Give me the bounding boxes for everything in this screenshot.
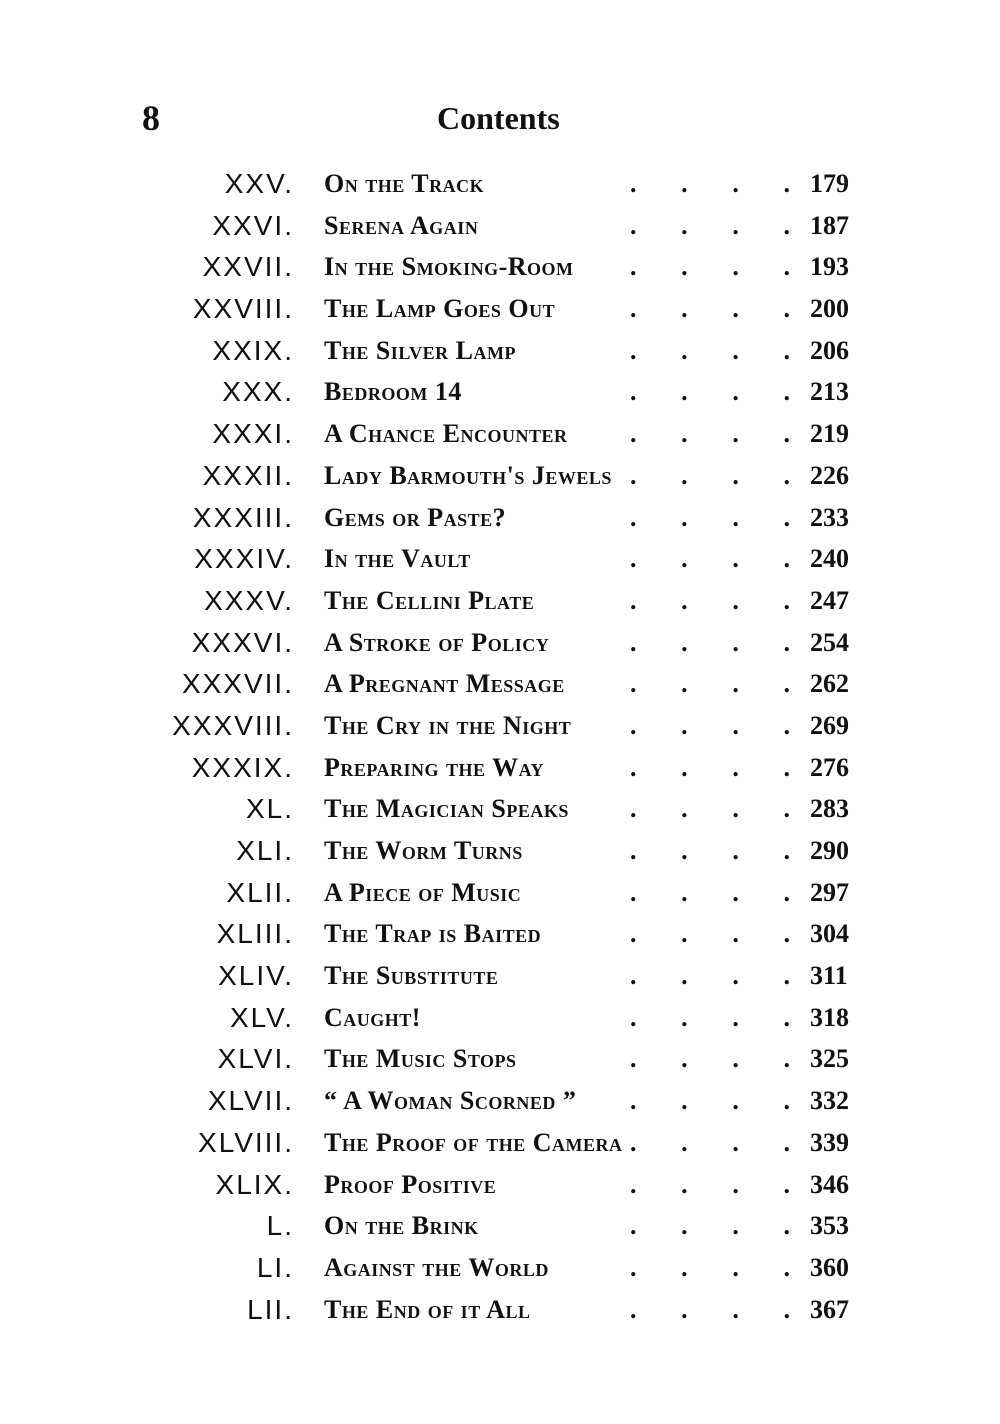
chapter-title: The Music Stops (324, 1044, 517, 1074)
chapter-number: XXXVI. (191, 626, 294, 658)
leader-dots: . . . . (630, 794, 790, 824)
chapter-page-number: 311 (810, 961, 848, 991)
chapter-number: LI. (256, 1251, 294, 1283)
leader-dots: . . . . (630, 669, 790, 699)
chapter-number: XXXI. (212, 418, 294, 450)
chapter-page-number: 233 (810, 502, 849, 532)
chapter-title: Preparing the Way (324, 752, 544, 782)
chapter-page-number: 262 (810, 669, 849, 699)
leader-dots: . . . . (630, 502, 790, 532)
leader-dots: . . . . (630, 627, 790, 657)
chapter-title: Lady Barmouth's Jewels (324, 460, 612, 490)
chapter-title: The Substitute (324, 961, 499, 991)
leader-dots: . . . . (630, 1252, 790, 1282)
chapter-page-number: 297 (810, 877, 849, 907)
leader-dots: . . . . (630, 1127, 790, 1157)
chapter-title: A Pregnant Message (324, 669, 565, 699)
chapter-page-number: 226 (810, 460, 849, 490)
chapter-number: XXVII. (202, 251, 294, 283)
chapter-page-number: 276 (810, 752, 849, 782)
chapter-page-number: 367 (810, 1294, 849, 1324)
toc-entry (0, 663, 1000, 705)
toc-entry (0, 1038, 1000, 1080)
leader-dots: . . . . (630, 335, 790, 365)
chapter-page-number: 213 (810, 377, 849, 407)
chapter-number: XXXIII. (192, 501, 294, 533)
toc-entry (0, 497, 1000, 539)
chapter-number: XLVI. (217, 1043, 294, 1075)
chapter-page-number: 283 (810, 794, 849, 824)
chapter-number: XXXVII. (181, 668, 294, 700)
chapter-number: XXXV. (204, 584, 294, 616)
page-number: 8 (142, 98, 160, 138)
toc-entry (0, 705, 1000, 747)
leader-dots: . . . . (630, 544, 790, 574)
chapter-page-number: 290 (810, 836, 849, 865)
chapter-title: The Worm Turns (324, 836, 523, 865)
leader-dots: . . . . (630, 419, 790, 449)
chapter-number: XXXIV. (194, 543, 294, 575)
chapter-title: A Piece of Music (324, 877, 522, 907)
chapter-title: The Trap is Baited (324, 919, 542, 949)
chapter-title: The End of it All (324, 1294, 531, 1324)
toc-entry (0, 288, 1000, 330)
chapter-title: Caught! (324, 1002, 421, 1032)
toc-entry (0, 580, 1000, 622)
table-of-contents (0, 163, 1000, 1330)
chapter-number: XLVIII. (198, 1126, 294, 1158)
chapter-number: LII. (247, 1293, 294, 1325)
chapter-title: Gems or Paste? (324, 502, 507, 532)
leader-dots: . . . . (630, 877, 790, 907)
chapter-number: XLIV. (218, 960, 294, 992)
chapter-title: The Silver Lamp (324, 335, 516, 365)
toc-entry (0, 1080, 1000, 1122)
chapter-page-number: 325 (810, 1044, 849, 1074)
chapter-page-number: 346 (810, 1169, 849, 1199)
leader-dots: . . . . (630, 169, 790, 198)
chapter-title: Against the World (324, 1252, 549, 1282)
leader-dots: . . . . (630, 1002, 790, 1032)
toc-entry (0, 622, 1000, 664)
chapter-title: The Proof of the Camera (324, 1127, 623, 1157)
leader-dots: . . . . (630, 210, 790, 240)
toc-entry (0, 1205, 1000, 1247)
chapter-page-number: 339 (810, 1127, 849, 1157)
chapter-title: The Magician Speaks (324, 794, 569, 824)
leader-dots: . . . . (630, 294, 790, 324)
chapter-title: “ A Woman Scorned ” (324, 1086, 577, 1116)
toc-entry (0, 872, 1000, 914)
chapter-title: Serena Again (324, 210, 479, 240)
chapter-title: A Chance Encounter (324, 419, 568, 449)
leader-dots: . . . . (630, 961, 790, 991)
chapter-page-number: 254 (810, 627, 849, 657)
leader-dots: . . . . (630, 1169, 790, 1199)
chapter-number: XXXII. (202, 459, 294, 491)
leader-dots: . . . . (630, 1294, 790, 1324)
chapter-number: XLIX. (215, 1168, 294, 1200)
chapter-number: XXXVIII. (172, 709, 294, 741)
toc-entry (0, 1289, 1000, 1331)
chapter-number: XL. (245, 793, 294, 825)
leader-dots: . . . . (630, 585, 790, 615)
chapter-title: In the Smoking-Room (324, 252, 574, 282)
toc-entry (0, 913, 1000, 955)
leader-dots: . . . . (630, 1044, 790, 1074)
leader-dots: . . . . (630, 919, 790, 949)
toc-entry (0, 997, 1000, 1039)
chapter-page-number: 360 (810, 1252, 849, 1282)
chapter-number: XXIX. (212, 334, 294, 366)
chapter-page-number: 332 (810, 1086, 849, 1116)
toc-entry (0, 455, 1000, 497)
chapter-page-number: 353 (810, 1211, 849, 1241)
chapter-title: Bedroom 14 (324, 377, 462, 407)
chapter-title: Proof Positive (324, 1169, 497, 1199)
chapter-number: XLVII. (207, 1085, 294, 1117)
leader-dots: . . . . (630, 836, 790, 865)
toc-entry (0, 205, 1000, 247)
chapter-page-number: 200 (810, 294, 849, 324)
chapter-title: In the Vault (324, 544, 471, 574)
chapter-page-number: 318 (810, 1002, 849, 1032)
toc-entry (0, 163, 1000, 205)
leader-dots: . . . . (630, 1086, 790, 1116)
chapter-number: XLIII. (216, 918, 294, 950)
toc-entry (0, 1247, 1000, 1289)
chapter-title: On the Track (324, 169, 485, 198)
leader-dots: . . . . (630, 460, 790, 490)
toc-entry (0, 371, 1000, 413)
toc-entry (0, 830, 1000, 872)
chapter-title: A Stroke of Policy (324, 627, 550, 657)
leader-dots: . . . . (630, 252, 790, 282)
toc-entry (0, 538, 1000, 580)
chapter-page-number: 206 (810, 335, 849, 365)
toc-entry (0, 1164, 1000, 1206)
chapter-number: XLII. (226, 876, 294, 908)
chapter-page-number: 247 (810, 585, 849, 615)
chapter-page-number: 304 (810, 919, 849, 949)
leader-dots: . . . . (630, 1211, 790, 1241)
chapter-number: XXVIII. (192, 293, 294, 325)
chapter-page-number: 269 (810, 710, 849, 740)
page-title: Contents (437, 100, 560, 136)
toc-entry (0, 788, 1000, 830)
leader-dots: . . . . (630, 377, 790, 407)
chapter-number: XLV. (229, 1001, 294, 1033)
chapter-number: XLI. (236, 835, 294, 866)
chapter-number: XXXIX. (191, 751, 294, 783)
chapter-page-number: 187 (810, 210, 849, 240)
toc-entry (0, 747, 1000, 789)
toc-entry (0, 1122, 1000, 1164)
toc-entry (0, 413, 1000, 455)
toc-entry (0, 246, 1000, 288)
chapter-number: XXVI. (212, 209, 294, 241)
toc-entry (0, 955, 1000, 997)
leader-dots: . . . . (630, 710, 790, 740)
chapter-title: The Lamp Goes Out (324, 294, 556, 324)
chapter-page-number: 179 (810, 169, 849, 198)
chapter-title: The Cellini Plate (324, 585, 535, 615)
chapter-number: XXX. (222, 376, 294, 408)
chapter-number: XXV. (224, 168, 294, 199)
toc-entry (0, 330, 1000, 372)
chapter-title: The Cry in the Night (324, 710, 572, 740)
chapter-page-number: 193 (810, 252, 849, 282)
chapter-page-number: 240 (810, 544, 849, 574)
chapter-title: On the Brink (324, 1211, 479, 1241)
leader-dots: . . . . (630, 752, 790, 782)
chapter-number: L. (266, 1210, 294, 1242)
chapter-page-number: 219 (810, 419, 849, 449)
